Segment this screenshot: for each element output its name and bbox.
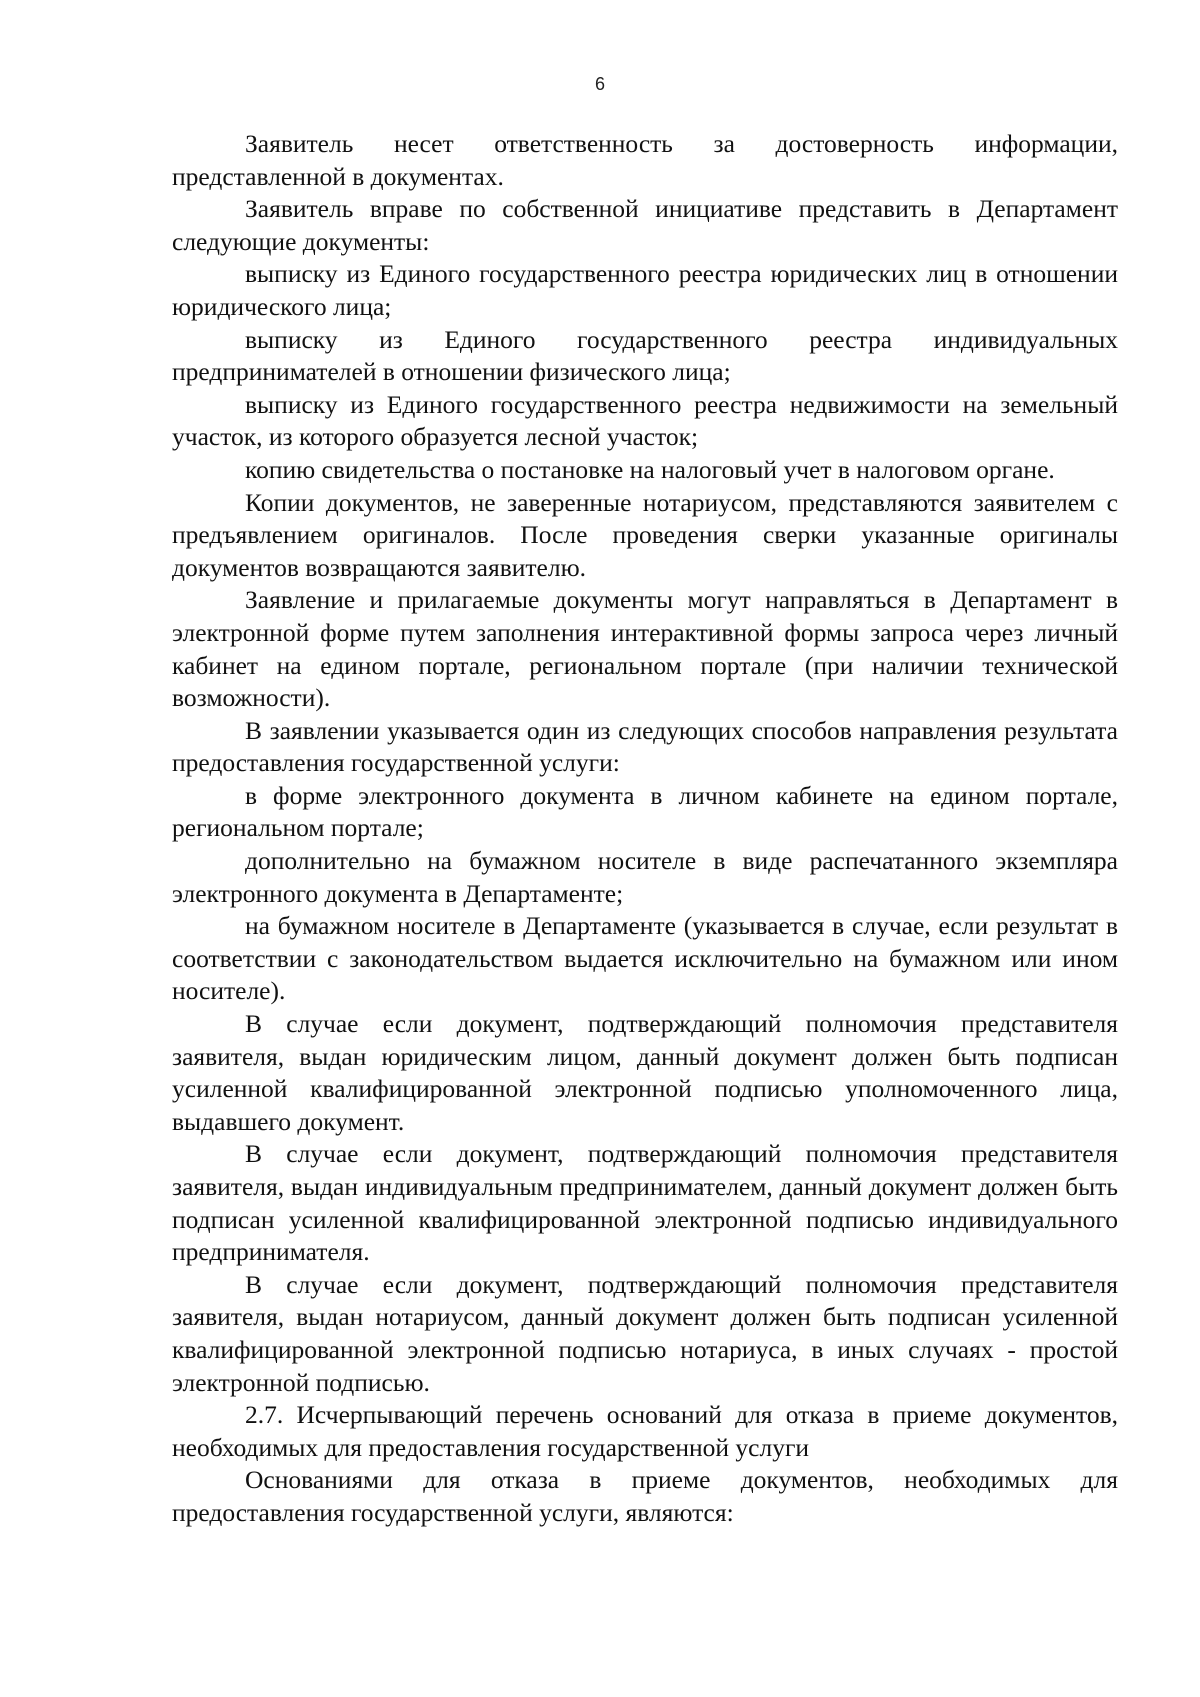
paragraph-document-copies: Копии документов, не заверенные нотариусом, представляются заявителем с предъявлением оригиналов. После проведения сверки указанные оригиналы документов возвращаются заявителю. <box>172 487 1118 582</box>
paragraph-entrepreneur-signature: В случае если документ, подтверждающий полномочия представителя заявителя, выдан индивидуальным предпринимателем, данный документ должен быть подписан усиленной квалифицированной электронной подписью индивидуального предпринимателя. <box>172 1139 1118 1267</box>
list-item-additional-paper: дополнительно на бумажном носителе в виде распечатанного экземпляра электронного документа в Департаменте; <box>172 846 1118 908</box>
paragraph-legal-entity-signature: В случае если документ, подтверждающий полномочия представителя заявителя, выдан юридическим лицом, данный документ должен быть подписан усиленной квалифицированной электронной подписью уполномоченного лица, выдавшего документ. <box>172 1009 1118 1136</box>
paragraph-refusal-grounds: Основаниями для отказа в приеме документов, необходимых для предоставления государственной услуги, являются: <box>172 1465 1118 1527</box>
section-heading-2-7: 2.7. Исчерпывающий перечень оснований для отказа в приеме документов, необходимых для предоставления государственной услуги <box>172 1400 1118 1462</box>
list-item-egrip-extract: выписку из Единого государственного реестра индивидуальных предпринимателей в отношении физического лица; <box>172 324 1118 387</box>
paragraph-electronic-submission: Заявление и прилагаемые документы могут направляться в Департамент в электронной форме путем заполнения интерактивной формы запроса через личный кабинет на едином портале, региональном портале (при наличии технической возможности). <box>172 585 1118 713</box>
paragraph-notary-signature: В случае если документ, подтверждающий полномочия представителя заявителя, выдан нотариусом, данный документ должен быть подписан усиленной квалифицированной электронной подписью нотариуса, в иных случаях - простой электронной подписью. <box>172 1269 1118 1397</box>
list-item-egrn-extract: выписку из Единого государственного реестра недвижимости на земельный участок, из которого образуется лесной участок; <box>172 389 1118 452</box>
paragraph-applicant-responsibility: Заявитель несет ответственность за достоверность информации, представленной в документах. <box>172 129 1118 191</box>
page-number: 6 <box>594 74 605 94</box>
paragraph-result-delivery-methods: В заявлении указывается один из следующих способов направления результата предоставления государственной услуги: <box>172 715 1118 778</box>
list-item-paper-only: на бумажном носителе в Департаменте (указывается в случае, если результат в соответствии с законодательством выдается исключительно на бумажном или ином носителе). <box>172 911 1118 1006</box>
list-item-electronic-form: в форме электронного документа в личном кабинете на едином портале, региональном портале; <box>172 780 1118 843</box>
paragraph-optional-documents: Заявитель вправе по собственной инициативе представить в Департамент следующие документы: <box>172 194 1118 256</box>
list-item-tax-certificate: копию свидетельства о постановке на налоговый учет в налоговом органе. <box>245 454 1055 484</box>
document-body <box>172 128 1118 1530</box>
list-item-egrul-extract: выписку из Единого государственного реестра юридических лиц в отношении юридического лица; <box>172 259 1118 321</box>
